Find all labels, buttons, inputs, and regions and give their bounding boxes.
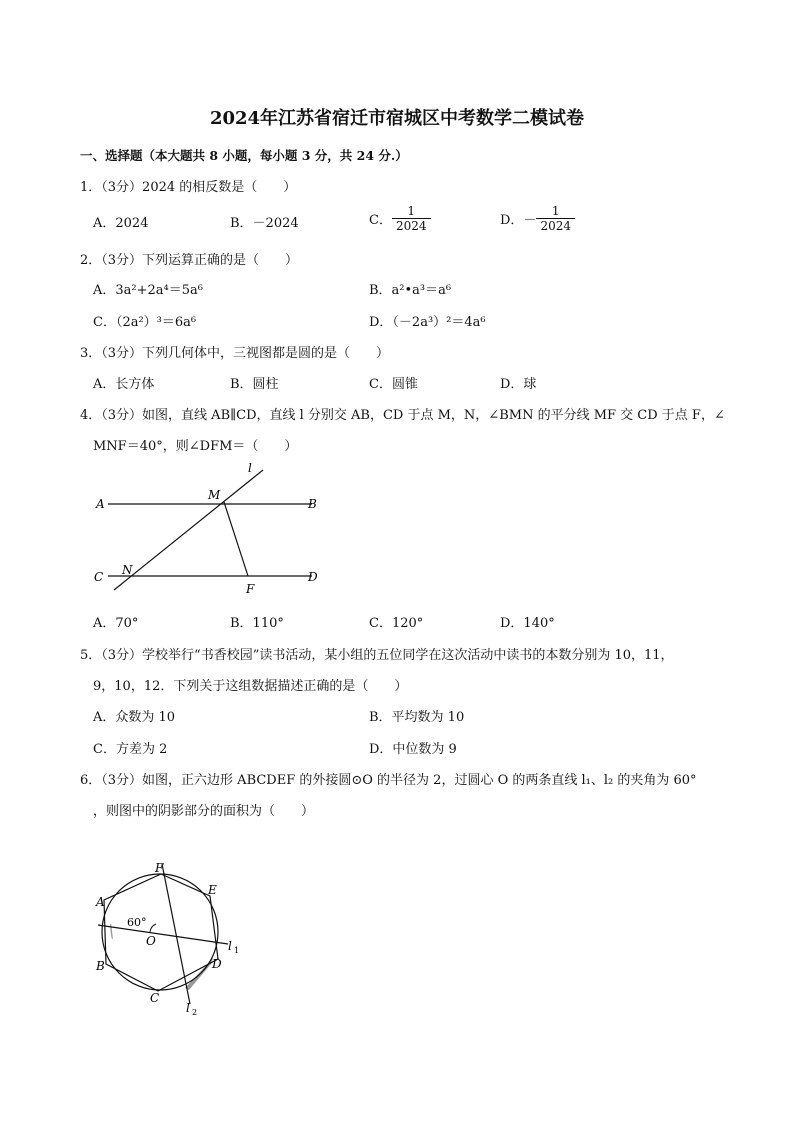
q2-option-a: A．3a²+2a⁴＝5a⁶ — [93, 283, 203, 298]
shaded-region-left — [111, 924, 113, 939]
label-n: N — [122, 563, 133, 577]
q2-option-b: B．a²•a³＝a⁶ — [369, 283, 452, 298]
question-6-stem-line2: ，则图中的阴影部分的面积为（ ） — [93, 804, 315, 819]
q2-option-d: D．（－2a³）²＝4a⁶ — [369, 315, 486, 330]
q5-option-c: C．方差为 2 — [93, 742, 168, 757]
label-l1: l — [228, 939, 232, 953]
segment-mf — [224, 502, 248, 576]
label-a: A — [96, 895, 105, 909]
label-l: l — [248, 461, 252, 475]
q3-option-a: A．长方体 — [93, 377, 155, 392]
q4-option-b: B．110° — [230, 616, 284, 631]
label-e: E — [208, 883, 217, 897]
q6-hexagon-circle-figure — [90, 860, 250, 1020]
question-1-stem: 1．（3分）2024 的相反数是（ ） — [80, 180, 297, 195]
q1-option-c: C． $\frac{1}{2024}$ — [369, 204, 431, 233]
label-o: O — [146, 934, 156, 948]
label-b: B — [96, 959, 105, 973]
q5-option-d: D．中位数为 9 — [369, 742, 457, 757]
q1-option-a: A．2024 — [93, 216, 149, 231]
label-angle: 60° — [127, 916, 147, 929]
label-l2: l — [186, 1001, 190, 1015]
label-d: D — [212, 957, 222, 971]
q2-option-c: C．（2a²）³＝6a⁶ — [93, 315, 197, 330]
question-5-stem-line2: 9，10，12．下列关于这组数据描述正确的是（ ） — [93, 679, 408, 694]
label-m: M — [208, 488, 221, 502]
label-f: F — [246, 582, 255, 596]
q4-parallel-lines-figure — [90, 460, 330, 600]
label-b: B — [308, 497, 317, 511]
q5-option-b: B．平均数为 10 — [369, 710, 465, 725]
question-5-stem-line1: 5．（3分）学校举行“书香校园”读书活动，某小组的五位同学在这次活动中读书的本数分别为 10，11， — [80, 648, 674, 663]
section-heading: 一、选择题（本大题共 8 小题，每小题 3 分，共 24 分.） — [80, 148, 408, 163]
q3-option-d: D．球 — [500, 377, 537, 392]
label-f: F — [155, 861, 164, 875]
q3-option-b: B．圆柱 — [230, 377, 279, 392]
line-l — [114, 470, 263, 590]
question-4-stem-line1: 4．（3分）如图，直线 AB∥CD，直线 l 分别交 AB，CD 于点 M，N，∠BMN 的平分线 MF 交 CD 于点 F，∠ — [80, 408, 725, 423]
label-l1-sub: 1 — [234, 946, 240, 955]
q4-option-c: C．120° — [369, 616, 424, 631]
q5-option-a: A．众数为 10 — [93, 710, 176, 725]
question-6-stem-line1: 6．（3分）如图，正六边形 ABCDEF 的外接圆⊙O 的半径为 2，过圆心 O 的两条直线 l₁、l₂ 的夹角为 60° — [80, 773, 697, 788]
label-c: C — [150, 991, 160, 1005]
question-4-stem-line2: MNF＝40°，则∠DFM＝（ ） — [93, 439, 298, 454]
line-l1 — [98, 925, 228, 944]
question-2-stem: 2．（3分）下列运算正确的是（ ） — [80, 253, 299, 268]
label-l2-sub: 2 — [192, 1008, 198, 1017]
question-3-stem: 3．（3分）下列几何体中，三视图都是圆的是（ ） — [80, 346, 390, 361]
q4-option-d: D．140° — [500, 616, 555, 631]
q1-option-b: B．－2024 — [230, 216, 299, 231]
q3-option-c: C．圆锥 — [369, 377, 418, 392]
q4-option-a: A．70° — [93, 616, 139, 631]
q1-option-d: D．－ $\frac{1}{2024}$ — [500, 204, 575, 233]
label-a: A — [96, 497, 105, 511]
label-c: C — [94, 570, 104, 584]
page-title: 2024年江苏省宿迁市宿城区中考数学二模试卷 — [209, 108, 585, 129]
label-d: D — [308, 570, 318, 584]
